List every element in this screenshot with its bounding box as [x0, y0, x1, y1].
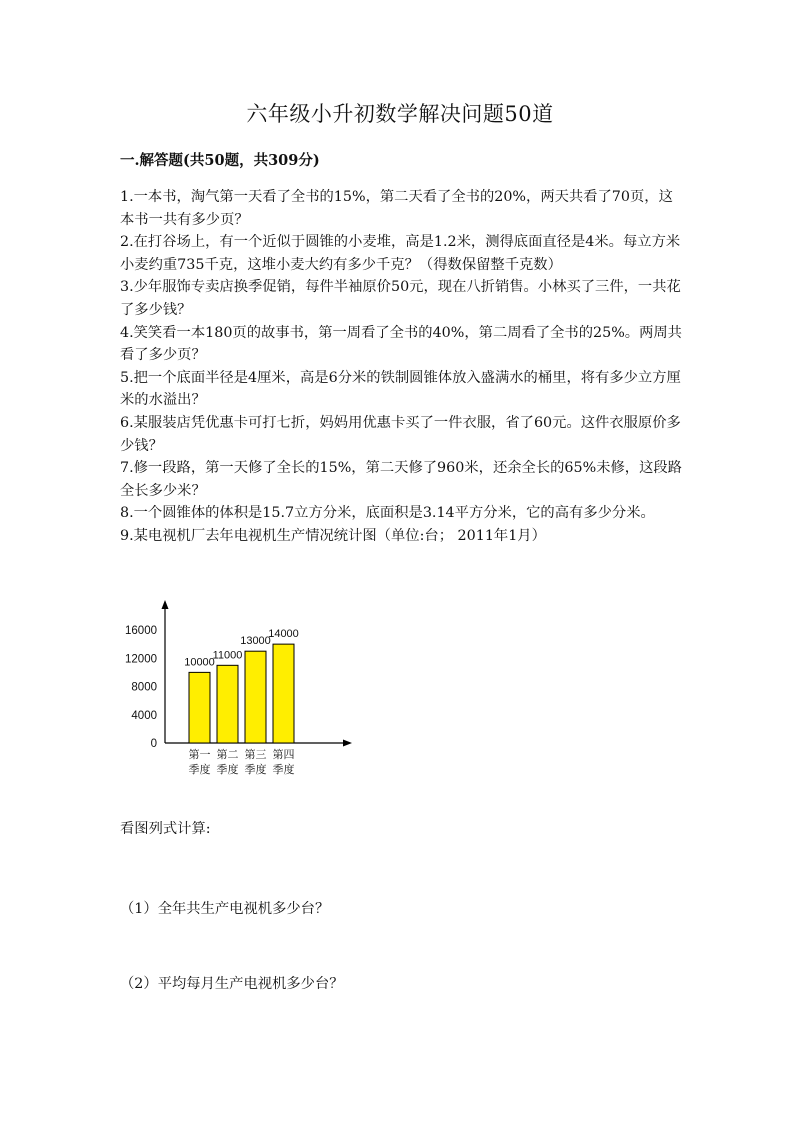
y-tick-label: 16000 — [125, 625, 157, 637]
question-5: 5.把一个底面半径是4厘米，高是6分米的铁制圆锥体放入盛满水的桶里，将有多少立方厘米的水溢出？ — [120, 369, 681, 409]
bar — [189, 672, 210, 743]
question-6: 6.某服装店凭优惠卡可打七折，妈妈用优惠卡买了一件衣服，省了60元。这件衣服原价多少钱？ — [120, 414, 681, 454]
category-label-line2: 季度 — [244, 764, 267, 776]
question-2: 2.在打谷场上，有一个近似于圆锥的小麦堆，高是1.2米，测得底面直径是4米。每立方米小麦约重735千克，这堆小麦大约有多少千克？（得数保留整千克数） — [120, 234, 681, 273]
category-label-line1: 第三 — [244, 749, 267, 761]
sub-question-1: （1）全年共生产电视机多少台？ — [120, 901, 330, 917]
category-label-line1: 第四 — [272, 749, 295, 761]
question-list — [120, 186, 686, 548]
question-8: 8.一个圆锥体的体积是15.7立方分米，底面积是3.14平方分米，它的高有多少分米。 — [120, 505, 655, 522]
tv-production-chart — [120, 592, 370, 787]
x-axis-arrow — [343, 740, 352, 747]
question-3: 3.少年服饰专卖店换季促销，每件半袖原价50元，现在八折销售。小林买了三件，一共花了多少钱？ — [120, 279, 681, 318]
y-axis-arrow — [162, 600, 169, 609]
bar-value-label: 14000 — [268, 628, 299, 641]
bar-chart — [120, 592, 370, 787]
bar — [217, 665, 238, 743]
section-heading: 一.解答题(共50题，共309分) — [120, 152, 320, 169]
y-tick-label: 0 — [150, 738, 157, 750]
bar — [245, 651, 266, 743]
bar-value-label: 11000 — [212, 649, 243, 662]
question-1: 1.一本书，淘气第一天看了全书的15%，第二天看了全书的20%，两天共看了70页，这本书一共有多少页？ — [120, 189, 673, 228]
bar — [273, 644, 294, 743]
question-7: 7.修一段路，第一天修了全长的15%，第二天修了960米，还余全长的65%未修，这段路全长多少米？ — [120, 460, 682, 499]
bar-value-label: 13000 — [240, 635, 271, 648]
y-tick-label: 12000 — [125, 653, 157, 666]
category-label-line2: 季度 — [216, 764, 239, 776]
bar-value-label: 10000 — [184, 656, 215, 669]
page-title: 六年级小升初数学解决问题50道 — [246, 102, 554, 126]
sub-question-2: （2）平均每月生产电视机多少台？ — [120, 976, 344, 992]
category-label-line2: 季度 — [188, 764, 211, 776]
question-9: 9.某电视机厂去年电视机生产情况统计图（单位:台； 2011年1月） — [120, 527, 546, 544]
question-4: 4.笑笑看一本180页的故事书，第一周看了全书的40%，第二周看了全书的25%。两周共看了多少页？ — [120, 324, 682, 364]
calculation-prompt: 看图列式计算: — [120, 821, 211, 837]
y-tick-label: 4000 — [131, 709, 157, 722]
y-tick-label: 8000 — [131, 681, 157, 694]
category-label-line1: 第二 — [216, 749, 239, 761]
category-label-line2: 季度 — [272, 764, 295, 776]
category-label-line1: 第一 — [188, 749, 211, 761]
